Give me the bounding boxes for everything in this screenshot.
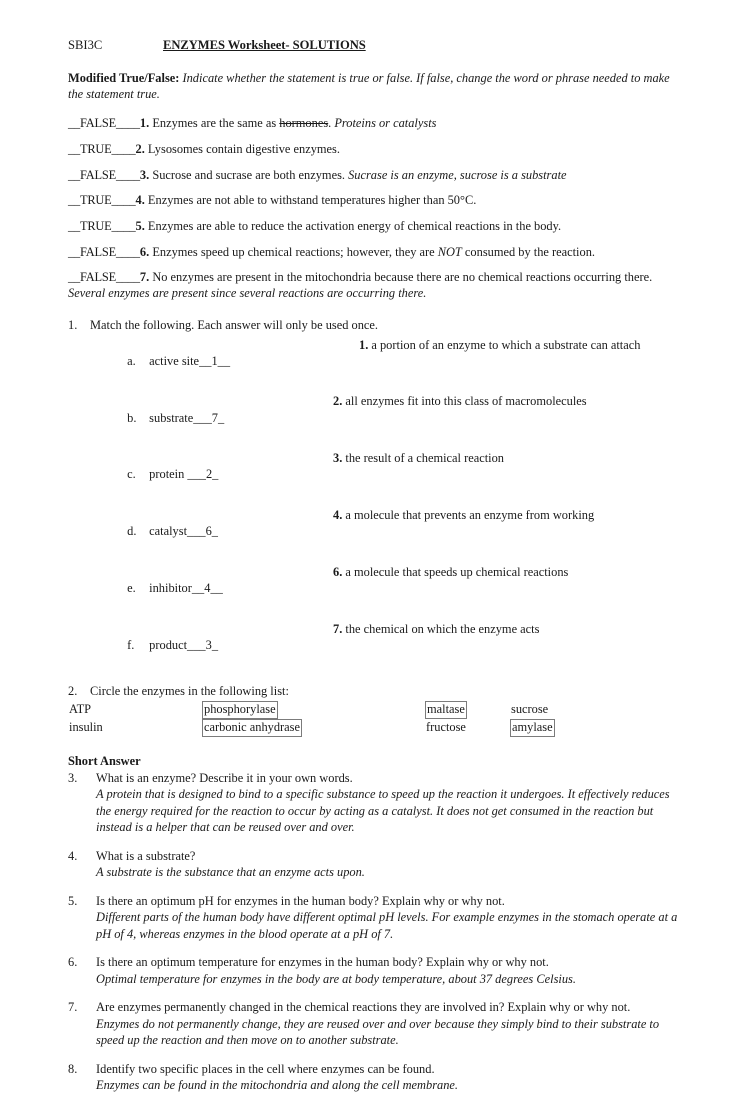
- question-text: What is a substrate?: [96, 848, 196, 863]
- item-number: 5.: [135, 218, 145, 233]
- matching-row: [68, 507, 682, 555]
- statement-text: Enzymes are able to reduce the activation energy of chemical reactions in the body.: [144, 218, 562, 233]
- instructions-paragraph: [68, 70, 682, 103]
- item-letter: b.: [127, 410, 137, 425]
- answer-blank: __1__: [199, 353, 231, 368]
- question-line: [68, 770, 682, 787]
- question-number: 4.: [68, 848, 78, 863]
- enzyme-option[interactable]: fructose: [426, 720, 466, 735]
- answer-blank: __4__: [191, 581, 223, 596]
- question-line: [68, 999, 682, 1016]
- definition-number: 7.: [333, 621, 343, 636]
- instructions-text: Indicate whether the statement is true or false. If false, change the word or phrase needed to make the statement true.: [68, 70, 670, 102]
- item-number: 3.: [139, 167, 150, 182]
- answer-blank: ___2_: [187, 467, 219, 482]
- short-answer-item: [68, 893, 682, 943]
- statement-text-after: consumed by the reaction.: [461, 244, 595, 259]
- term-label: inhibitor: [149, 581, 192, 596]
- definition-number: 6.: [333, 565, 343, 580]
- matching-row: [68, 621, 682, 669]
- definition-number: 4.: [333, 508, 343, 523]
- question-number: 1.: [68, 318, 78, 333]
- matching-term-cell: [68, 507, 333, 555]
- answer-text: Enzymes do not permanently change, they are reused over and over because they simply bind to their substrate to speed up the reaction and then move on to another substrate.: [96, 1016, 660, 1048]
- item-number: 4.: [135, 193, 145, 208]
- enzyme-cell: [68, 719, 202, 737]
- enzyme-cell: [510, 719, 610, 737]
- question-line: [68, 954, 682, 971]
- true-false-item: [68, 167, 682, 183]
- short-answer-section: [68, 753, 682, 1094]
- enzyme-option-circled[interactable]: maltase: [425, 701, 467, 719]
- matching-row: [68, 337, 682, 385]
- question-number: 5.: [68, 893, 78, 908]
- matching-term-cell: [68, 564, 333, 612]
- short-answer-item: [68, 848, 682, 881]
- true-false-item: [68, 269, 682, 301]
- item-letter: d.: [127, 524, 137, 539]
- enzyme-cell: [425, 701, 510, 719]
- correction-text: Proteins or catalysts: [334, 116, 437, 131]
- enzyme-cell: [510, 701, 610, 719]
- circle-enzymes-section: [68, 683, 682, 736]
- answer-text: Different parts of the human body have different optimal pH levels. For example enzymes in the stomach operate at a pH of 4, whereas enzymes in the blood operate at a pH of 7.: [96, 910, 678, 941]
- question-text: What is an enzyme? Describe it in your own words.: [96, 770, 353, 785]
- matching-term-cell: [68, 621, 333, 669]
- matching-prompt-text: Match the following. Each answer will only be used once.: [90, 318, 379, 333]
- statement-text-after: .: [328, 116, 335, 131]
- matching-grid: [68, 337, 682, 670]
- item-number: 6.: [139, 244, 150, 259]
- short-answer-item: [68, 999, 682, 1049]
- question-line: [68, 848, 682, 865]
- item-number: 7.: [139, 270, 150, 285]
- short-answer-item: [68, 954, 682, 987]
- item-letter: e.: [127, 581, 136, 596]
- short-answer-heading: Short Answer: [68, 753, 141, 768]
- matching-row: [68, 564, 682, 612]
- answer-text: Enzymes can be found in the mitochondria and along the cell membrane.: [96, 1078, 459, 1093]
- item-number: 1.: [139, 116, 150, 131]
- matching-term-cell: [68, 450, 333, 498]
- matching-definition-cell: [333, 621, 682, 637]
- term-label: protein: [149, 467, 188, 482]
- definition-text: the result of a chemical reaction: [342, 451, 504, 466]
- answer-blank: __FALSE____: [68, 167, 140, 182]
- statement-text: Enzymes are the same as: [149, 116, 280, 131]
- question-line: [68, 893, 682, 910]
- correction-text: Sucrase is an enzyme, sucrose is a substrate: [348, 167, 567, 182]
- statement-text: No enzymes are present in the mitochondria because there are no chemical reactions occurring there.: [149, 270, 653, 285]
- enzyme-option[interactable]: ATP: [69, 702, 92, 717]
- statement-text: Enzymes speed up chemical reactions; however, they are: [149, 244, 438, 259]
- answer-blank: ___6_: [187, 524, 218, 539]
- definition-text: a molecule that speeds up chemical reactions: [342, 565, 569, 580]
- short-answer-item: [68, 1061, 682, 1094]
- true-false-item: [68, 115, 682, 131]
- matching-row: [68, 450, 682, 498]
- answer-blank: ___7_: [193, 410, 225, 425]
- emphasis-word: NOT: [437, 244, 462, 259]
- answer-blank: __FALSE____: [68, 116, 140, 131]
- answer-blank: __TRUE____: [68, 193, 136, 208]
- enzyme-option[interactable]: sucrose: [511, 702, 549, 717]
- question-number: 2.: [68, 684, 78, 699]
- definition-number: 1.: [359, 337, 369, 352]
- definition-text: a portion of an enzyme to which a substrate can attach: [368, 337, 641, 352]
- enzyme-option-circled[interactable]: carbonic anhydrase: [202, 719, 302, 737]
- instructions-label: Modified True/False:: [68, 70, 180, 85]
- enzyme-cell: [202, 701, 425, 719]
- question-number: 8.: [68, 1061, 78, 1076]
- question-text: Is there an optimum temperature for enzymes in the human body? Explain why or why not.: [96, 955, 549, 970]
- definition-number: 2.: [333, 394, 343, 409]
- definition-text: a molecule that prevents an enzyme from working: [342, 508, 595, 523]
- circle-enzymes-prompt-text: Circle the enzymes in the following list:: [90, 684, 289, 699]
- document-body: [68, 38, 682, 1106]
- short-answer-item: [68, 770, 682, 836]
- term-label: product: [149, 638, 188, 653]
- enzyme-option-circled[interactable]: phosphorylase: [202, 701, 278, 719]
- enzyme-option[interactable]: insulin: [69, 720, 103, 735]
- enzyme-list-row: [68, 719, 682, 737]
- matching-row: [68, 393, 682, 441]
- answer-blank: ___3_: [187, 638, 219, 653]
- page-title: ENZYMES Worksheet- SOLUTIONS: [163, 38, 366, 52]
- matching-term-cell: [68, 337, 333, 385]
- definition-text: the chemical on which the enzyme acts: [342, 621, 540, 636]
- true-false-item: [68, 141, 682, 157]
- question-number: 3.: [68, 770, 78, 785]
- answer-blank: __FALSE____: [68, 244, 140, 259]
- true-false-item: [68, 244, 682, 260]
- true-false-item: [68, 218, 682, 234]
- question-number: 7.: [68, 1000, 78, 1015]
- answer-blank: __FALSE____: [68, 270, 140, 285]
- matching-definition-cell: [333, 393, 682, 409]
- document-header: [68, 38, 682, 54]
- enzyme-cell: [68, 701, 202, 719]
- true-false-section: [68, 115, 682, 301]
- enzyme-list-row: [68, 701, 682, 719]
- answer-blank: __TRUE____: [68, 218, 136, 233]
- correction-text: Several enzymes are present since several reactions are occurring there.: [68, 286, 427, 301]
- matching-definition-cell: [333, 337, 682, 353]
- question-text: Is there an optimum pH for enzymes in the human body? Explain why or why not.: [96, 893, 505, 908]
- statement-text: Enzymes are not able to withstand temperatures higher than 50°C.: [144, 193, 477, 208]
- matching-definition-cell: [333, 507, 682, 523]
- enzyme-option-circled[interactable]: amylase: [510, 719, 555, 737]
- question-text: Identify two specific places in the cell where enzymes can be found.: [96, 1061, 435, 1076]
- item-letter: c.: [127, 467, 136, 482]
- struck-word: hormones: [279, 116, 329, 131]
- circle-enzymes-prompt: [68, 683, 682, 699]
- definition-number: 3.: [333, 451, 343, 466]
- statement-text: Sucrose and sucrase are both enzymes.: [149, 167, 349, 182]
- item-letter: a.: [127, 353, 136, 368]
- matching-definition-cell: [333, 564, 682, 580]
- enzyme-cell: [425, 719, 510, 737]
- answer-text: A protein that is designed to bind to a specific substance to speed up the reaction it undergoes. It effectively reduces the energy required for the reaction to occur by acting as a catalyst. It does not get consumed in the reaction but instead is a helper that can be reused over and over.: [96, 787, 670, 835]
- true-false-item: [68, 192, 682, 208]
- term-label: active site: [149, 353, 200, 368]
- question-line: [68, 1061, 682, 1078]
- answer-blank: __TRUE____: [68, 142, 136, 157]
- matching-prompt: [68, 317, 682, 333]
- item-number: 2.: [135, 142, 145, 157]
- definition-text: all enzymes fit into this class of macromolecules: [342, 394, 587, 409]
- matching-term-cell: [68, 393, 333, 441]
- course-code: SBI3C: [68, 38, 103, 52]
- enzyme-cell: [202, 719, 425, 737]
- matching-definition-cell: [333, 450, 682, 466]
- term-label: catalyst: [149, 524, 188, 539]
- question-text: Are enzymes permanently changed in the chemical reactions they are involved in? Explain why or why not.: [96, 1000, 631, 1015]
- item-letter: f.: [127, 638, 135, 653]
- matching-section: [68, 317, 682, 669]
- question-number: 6.: [68, 955, 78, 970]
- answer-text: A substrate is the substance that an enzyme acts upon.: [96, 865, 365, 880]
- statement-text: Lysosomes contain digestive enzymes.: [144, 142, 340, 157]
- term-label: substrate: [149, 410, 194, 425]
- answer-text: Optimal temperature for enzymes in the body are at body temperature, about 37 degrees Celsius.: [96, 971, 576, 986]
